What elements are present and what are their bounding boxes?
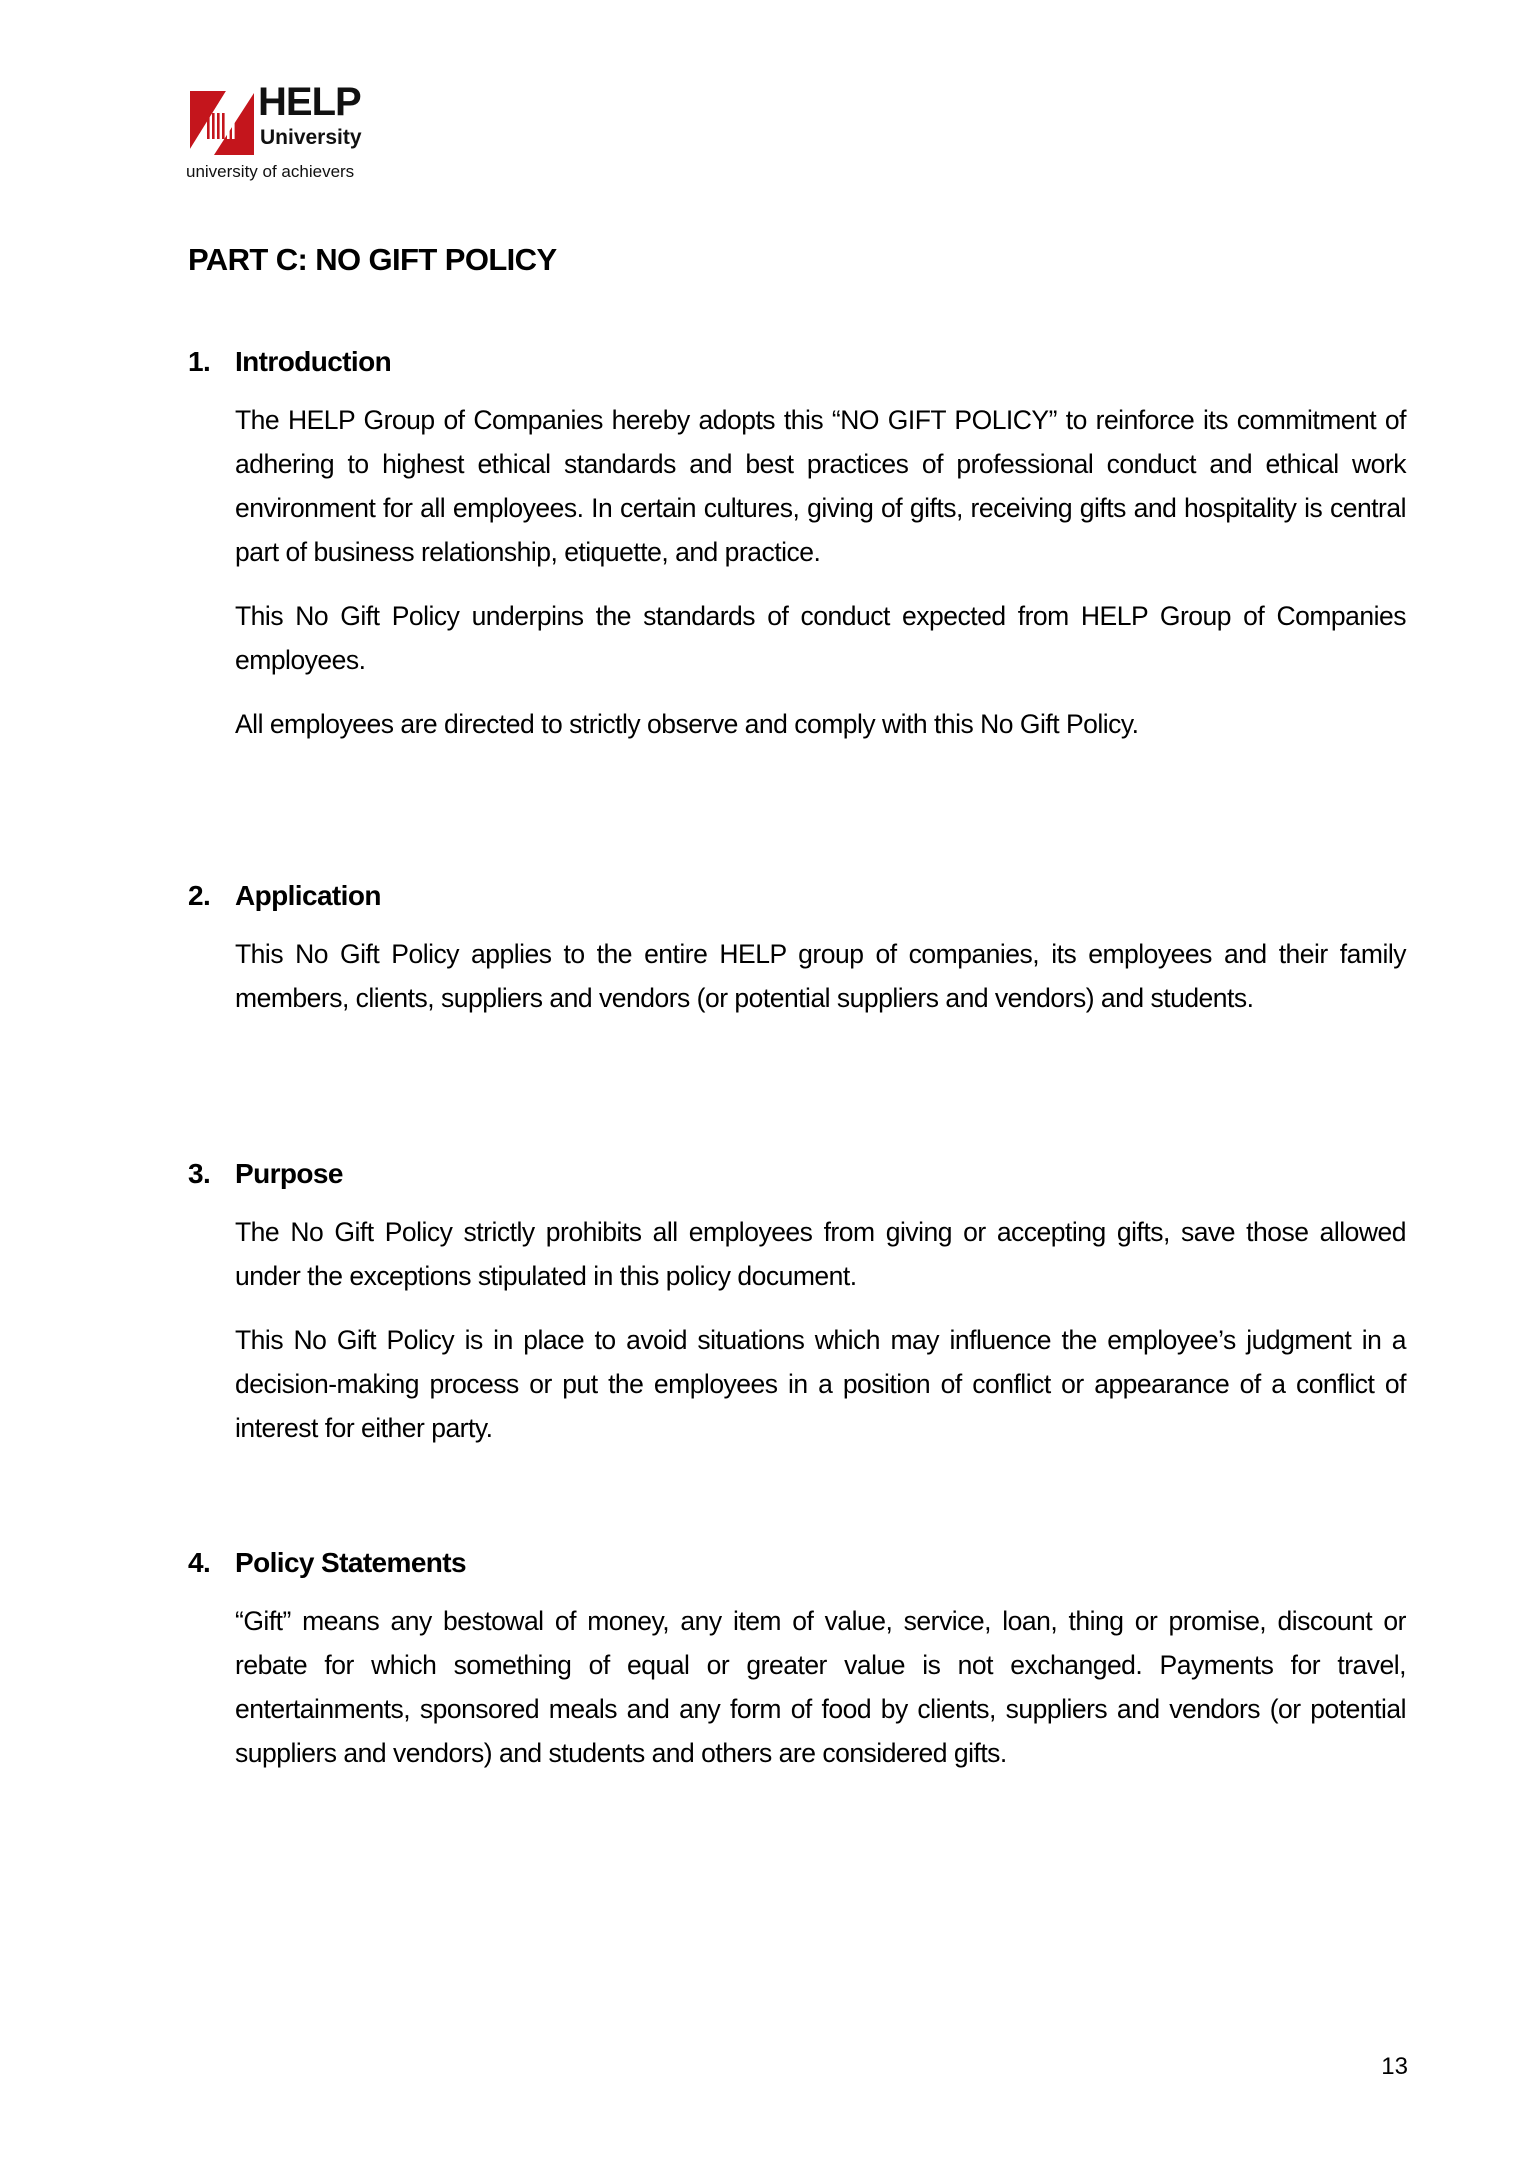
section-purpose: [188, 1156, 1406, 1470]
section-body: [235, 398, 1406, 746]
section-body: [235, 932, 1406, 1020]
section-heading: [188, 344, 1406, 380]
section-heading: [188, 1156, 1406, 1192]
section-application: [188, 878, 1406, 1040]
section-number: 1.: [188, 346, 211, 377]
section-number: 3.: [188, 1158, 211, 1189]
logo-subbrand-text: University: [260, 126, 362, 149]
section-title: Purpose: [235, 1158, 343, 1189]
section-body: [235, 1210, 1406, 1450]
paragraph: This No Gift Policy is in place to avoid situations which may influence the employee’s judgment in a decision-making process or put the employees in a position of conflict or appearance of a conflict of interest for either party.: [235, 1325, 1406, 1443]
help-university-logo: [186, 80, 396, 188]
logo-tagline: university of achievers: [186, 162, 355, 181]
paragraph: This No Gift Policy applies to the entire HELP group of companies, its employees and their family members, clients, suppliers and vendors (or potential suppliers and vendors) and students.: [235, 939, 1406, 1013]
paragraph: The HELP Group of Companies hereby adopts this “NO GIFT POLICY” to reinforce its commitment of adhering to highest ethical standards and best practices of professional conduct and ethical work environment for all employees. In certain cultures, giving of gifts, receiving gifts and hospitality is central part of business relationship, etiquette, and practice.: [235, 405, 1406, 567]
section-title: Introduction: [235, 346, 392, 377]
section-number: 2.: [188, 880, 211, 911]
section-introduction: [188, 344, 1406, 766]
page-number: 13: [1381, 2053, 1408, 2080]
paragraph: “Gift” means any bestowal of money, any item of value, service, loan, thing or promise, discount or rebate for which something of equal or greater value is not exchanged. Payments for travel, entertainments, sponsored meals and any form of food by clients, suppliers and vendors (or potential suppliers and vendors) and students and others are considered gifts.: [235, 1606, 1406, 1768]
help-university-emblem-icon: [190, 91, 254, 155]
paragraph: This No Gift Policy underpins the standards of conduct expected from HELP Group of Companies employees.: [235, 601, 1406, 675]
section-number: 4.: [188, 1547, 211, 1578]
logo-brand-text: HELP: [258, 80, 361, 124]
section-heading: [188, 878, 1406, 914]
section-body: [235, 1599, 1406, 1775]
paragraph: All employees are directed to strictly observe and comply with this No Gift Policy.: [235, 709, 1139, 739]
section-title: Application: [235, 880, 381, 911]
paragraph: The No Gift Policy strictly prohibits all employees from giving or accepting gifts, save those allowed under the exceptions stipulated in this policy document.: [235, 1217, 1406, 1291]
section-policy-statements: [188, 1545, 1406, 1795]
page-title: PART C: NO GIFT POLICY: [188, 242, 557, 277]
section-heading: [188, 1545, 1406, 1581]
section-title: Policy Statements: [235, 1547, 466, 1578]
